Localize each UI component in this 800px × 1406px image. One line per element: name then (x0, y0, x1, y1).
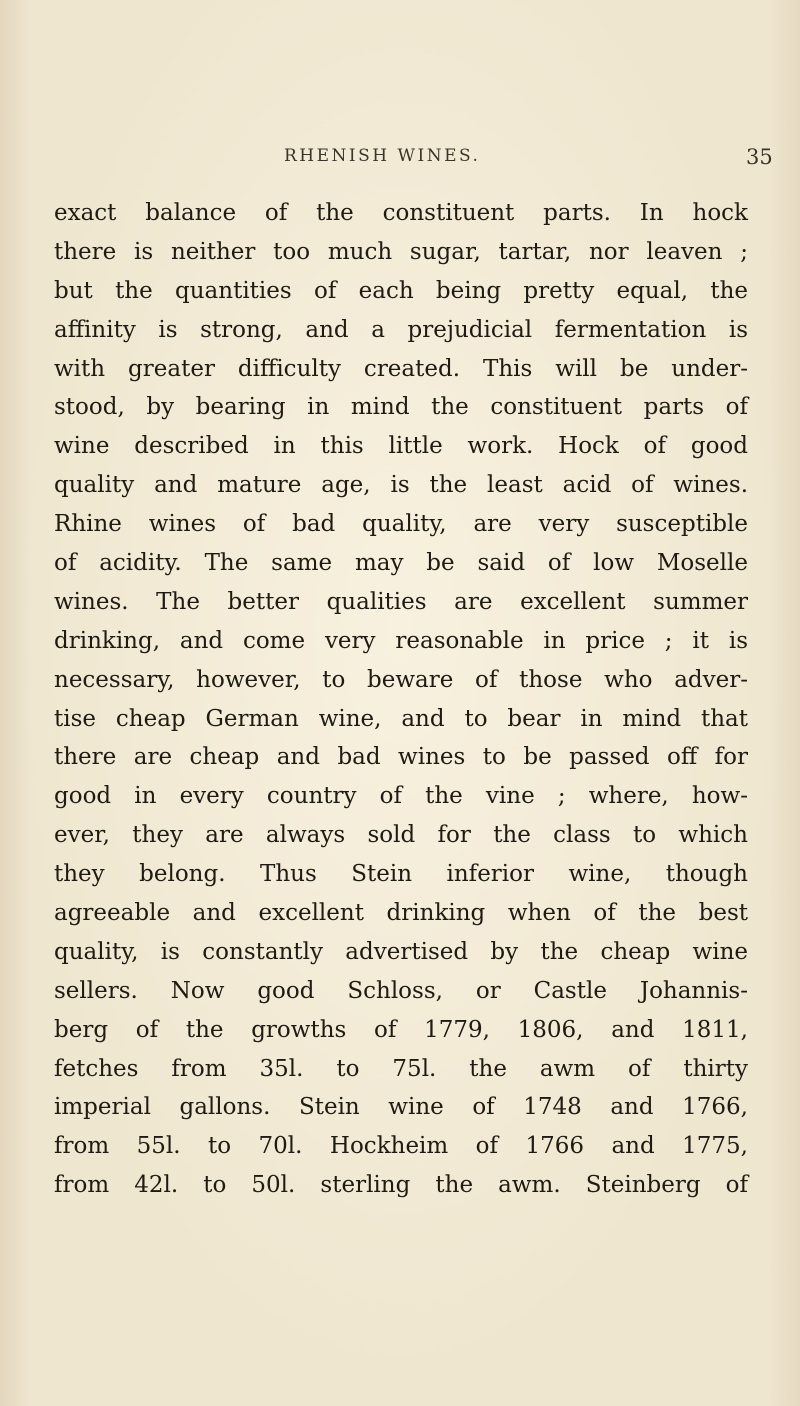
text-line: affinity is strong, and a prejudicial fermentation is (54, 316, 748, 343)
text-line: quality and mature age, is the least acid of wines. (54, 472, 748, 499)
text-line: Rhine wines of bad quality, are very susceptible (54, 511, 748, 538)
text-line: fetches from 35l. to 75l. the awm of thirty (54, 1055, 748, 1082)
body-text (54, 194, 748, 1205)
running-head-title: RHENISH WINES. (284, 146, 481, 166)
text-line: agreeable and excellent drinking when of the best (54, 900, 748, 927)
text-line: but the quantities of each being pretty equal, the (54, 277, 748, 304)
page-number: 35 (746, 145, 773, 169)
text-line: sellers. Now good Schloss, or Castle Johannis- (54, 977, 748, 1004)
running-head (0, 146, 800, 176)
text-line: wines. The better qualities are excellent summer (54, 588, 748, 615)
text-line: there are cheap and bad wines to be passed off for (54, 744, 748, 771)
text-line: tise cheap German wine, and to bear in mind that (54, 705, 748, 732)
text-line: with greater difficulty created. This will be under- (54, 355, 748, 382)
text-line: exact balance of the constituent parts. In hock (54, 200, 748, 226)
text-line: quality, is constantly advertised by the cheap wine (54, 938, 748, 965)
text-line: good in every country of the vine ; where, how- (54, 783, 748, 810)
text-line: of acidity. The same may be said of low Moselle (54, 550, 748, 577)
text-line: necessary, however, to beware of those who adver- (54, 666, 748, 693)
text-line: they belong. Thus Stein inferior wine, though (54, 861, 748, 888)
text-line: stood, by bearing in mind the constituent parts of (54, 394, 748, 421)
text-line: wine described in this little work. Hock of good (54, 433, 748, 460)
text-line: berg of the growths of 1779, 1806, and 1811, (54, 1016, 748, 1043)
text-line: there is neither too much sugar, tartar, nor leaven ; (54, 238, 748, 265)
text-line: from 42l. to 50l. sterling the awm. Steinberg of (54, 1172, 748, 1199)
text-line: drinking, and come very reasonable in price ; it is (54, 627, 748, 654)
text-line: from 55l. to 70l. Hockheim of 1766 and 1775, (54, 1133, 748, 1160)
text-line: imperial gallons. Stein wine of 1748 and 1766, (54, 1094, 748, 1121)
text-line: ever, they are always sold for the class to which (54, 822, 748, 849)
